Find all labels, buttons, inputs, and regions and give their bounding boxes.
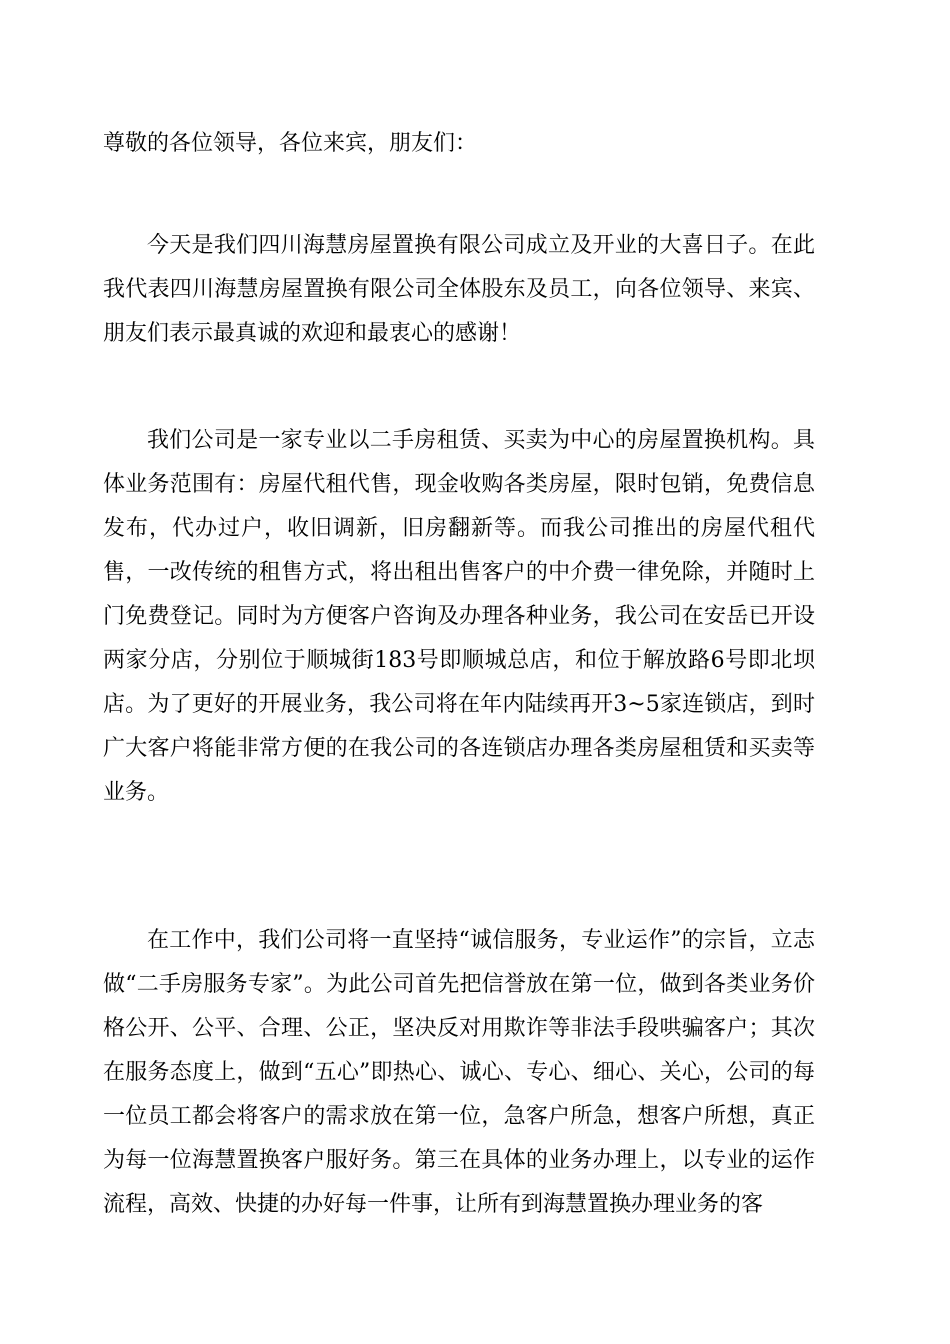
salutation-line: 尊敬的各位领导，各位来宾，朋友们： <box>103 131 478 156</box>
paragraph-opening-thanks: 今天是我们四川海慧房屋置换有限公司成立及开业的大喜日子。在此我代表四川海慧房屋置换有限公司全体股东及员工，向各位领导、来宾、朋友们表示最真诚的欢迎和最衷心的感谢！ <box>103 233 815 346</box>
paragraph-business-scope: 我们公司是一家专业以二手房租赁、买卖为中心的房屋置换机构。具体业务范围有：房屋代租代售，现金收购各类房屋，限时包销，免费信息发布，代办过户，收旧调新，旧房翻新等。而我公司推出的房屋代租代售，一改传统的租售方式，将出租出售客户的中介费一律免除，并随时上门免费登记。同时为方便客户咨询及办理各种业务，我公司在安岳已开设两家分店，分别位于顺城街183号即顺城总店，和位于解放路6号即北坝店。为了更好的开展业务，我公司将在年内陆续再开3~5家连锁店，到时广大客户将能非常方便的在我公司的各连锁店办理各类房屋租赁和买卖等业务。 <box>103 428 815 805</box>
paragraph-service-principles: 在工作中，我们公司将一直坚持“诚信服务，专业运作”的宗旨，立志做“二手房服务专家”。为此公司首先把信誉放在第一位，做到各类业务价格公开、公平、合理、公正，坚决反对用欺诈等非法手段哄骗客户；其次在服务态度上，做到“五心”即热心、诚心、专心、细心、关心，公司的每一位员工都会将客户的需求放在第一位，急客户所急，想客户所想，真正为每一位海慧置换客户服好务。第三在具体的业务办理上，以专业的运作流程，高效、快捷的办好每一件事，让所有到海慧置换办理业务的客 <box>103 928 815 1217</box>
